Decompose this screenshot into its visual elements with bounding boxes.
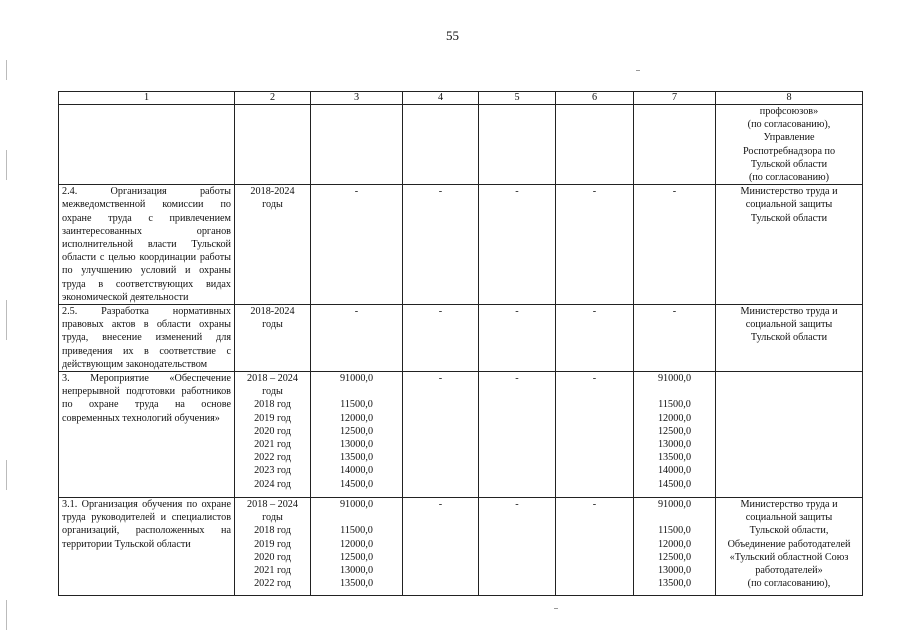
total-amount-cell bbox=[311, 185, 403, 305]
cell-line: 12000,0 bbox=[339, 412, 374, 424]
cell-line: 14500,0 bbox=[339, 478, 374, 490]
cell-line: 91000,0 bbox=[657, 499, 692, 511]
local-budget-cell bbox=[556, 105, 634, 185]
column-number: 6 bbox=[556, 92, 634, 105]
measure-name-cell bbox=[59, 185, 235, 305]
cell-line: 13500,0 bbox=[657, 578, 692, 590]
cell-line: - bbox=[515, 499, 519, 511]
margin-mark bbox=[6, 150, 7, 180]
cell-text: 2.4. Организация работы межведомственной комиссии по охране труда с привлечением заинтересованных органов исполнительной власти Тульской области с целью координации работы по улучшению условий и охраны труда в соответствующих видах экономической деятельности bbox=[62, 186, 231, 303]
table-row bbox=[59, 305, 863, 372]
executor-cell bbox=[716, 305, 863, 372]
margin-mark bbox=[6, 300, 7, 340]
cell-line: 11500,0 bbox=[340, 525, 373, 537]
cell-line: 2022 год bbox=[254, 452, 291, 464]
table-row bbox=[59, 185, 863, 305]
cell-line: 2021 год bbox=[254, 439, 291, 451]
cell-line: - bbox=[592, 499, 597, 511]
cell-line: 2018 – 2024 bbox=[247, 373, 298, 385]
page-number: 55 bbox=[446, 28, 459, 43]
cell-line: - bbox=[438, 306, 443, 318]
cell-text: Министерство труда и социальной защиты Тульской области, Объединение работодателей «Тульский областной Союз работодателей» (по согласованию), bbox=[727, 499, 851, 590]
extrabudget-cell bbox=[634, 105, 716, 185]
total-amount-cell bbox=[311, 305, 403, 372]
cell-line: 2021 год bbox=[254, 565, 291, 577]
cell-line bbox=[637, 385, 712, 398]
regional-budget-cell bbox=[479, 105, 556, 185]
measure-name-cell bbox=[59, 305, 235, 372]
cell-line: 2022 год bbox=[254, 578, 291, 590]
cell-line: 14000,0 bbox=[339, 465, 374, 477]
federal-budget-cell bbox=[403, 305, 479, 372]
scan-speck bbox=[636, 70, 640, 71]
cell-line bbox=[314, 385, 399, 398]
local-budget-cell bbox=[556, 372, 634, 498]
cell-line: годы bbox=[262, 512, 283, 524]
column-number: 7 bbox=[634, 92, 716, 105]
cell-line: 13000,0 bbox=[339, 565, 374, 577]
federal-budget-cell bbox=[403, 105, 479, 185]
margin-mark bbox=[6, 600, 7, 630]
executor-cell bbox=[716, 372, 863, 498]
executor-cell bbox=[716, 498, 863, 596]
measure-name-cell bbox=[59, 498, 235, 596]
cell-line: 91000,0 bbox=[339, 499, 374, 511]
local-budget-cell bbox=[556, 498, 634, 596]
extrabudget-cell bbox=[634, 372, 716, 498]
cell-line: - bbox=[592, 306, 597, 318]
cell-line: 14000,0 bbox=[657, 465, 692, 477]
column-number: 8 bbox=[716, 92, 863, 105]
cell-line: - bbox=[515, 186, 519, 198]
cell-line: 91000,0 bbox=[339, 373, 374, 385]
margin-mark bbox=[6, 60, 7, 80]
cell-line: 2019 год bbox=[254, 538, 291, 550]
column-number: 5 bbox=[479, 92, 556, 105]
program-table bbox=[58, 91, 863, 596]
table-row bbox=[59, 498, 863, 596]
extrabudget-cell bbox=[634, 498, 716, 596]
cell-line: годы bbox=[262, 199, 283, 211]
column-number-row bbox=[59, 92, 863, 105]
executor-cell bbox=[716, 185, 863, 305]
cell-line: - bbox=[515, 306, 519, 318]
cell-line: 13500,0 bbox=[339, 452, 374, 464]
cell-line: 2023 год bbox=[254, 465, 291, 477]
measure-name-cell bbox=[59, 105, 235, 185]
cell-line: 13500,0 bbox=[657, 452, 692, 464]
scan-speck bbox=[554, 608, 558, 609]
total-amount-cell bbox=[311, 105, 403, 185]
cell-line: 2018 год bbox=[254, 399, 291, 411]
regional-budget-cell bbox=[479, 372, 556, 498]
cell-line: 11500,0 bbox=[658, 525, 691, 537]
period-cell bbox=[235, 498, 311, 596]
cell-line: годы bbox=[262, 386, 283, 398]
period-cell bbox=[235, 305, 311, 372]
cell-line bbox=[314, 511, 399, 524]
cell-line: 12500,0 bbox=[657, 425, 692, 437]
cell-line: 13000,0 bbox=[657, 565, 692, 577]
federal-budget-cell bbox=[403, 498, 479, 596]
cell-line bbox=[637, 511, 712, 524]
column-number: 3 bbox=[311, 92, 403, 105]
measure-name-cell bbox=[59, 372, 235, 498]
column-number: 1 bbox=[59, 92, 235, 105]
executor-cell bbox=[716, 105, 863, 185]
cell-line: 13000,0 bbox=[339, 439, 374, 451]
extrabudget-cell bbox=[634, 185, 716, 305]
period-cell bbox=[235, 105, 311, 185]
cell-line: - bbox=[592, 186, 597, 198]
cell-line: - bbox=[354, 186, 359, 198]
cell-line: - bbox=[592, 373, 597, 385]
cell-line: 13000,0 bbox=[657, 439, 692, 451]
cell-line: 11500,0 bbox=[340, 399, 373, 411]
total-amount-cell bbox=[311, 372, 403, 498]
margin-mark bbox=[6, 460, 7, 490]
regional-budget-cell bbox=[479, 185, 556, 305]
cell-line: - bbox=[515, 373, 519, 385]
cell-line: 14500,0 bbox=[657, 478, 692, 490]
cell-line: 2018-2024 bbox=[250, 186, 295, 198]
total-amount-cell bbox=[311, 498, 403, 596]
cell-line: - bbox=[672, 306, 677, 318]
cell-line: 2020 год bbox=[254, 551, 291, 563]
cell-line: - bbox=[438, 499, 443, 511]
cell-line: 12500,0 bbox=[339, 551, 374, 563]
regional-budget-cell bbox=[479, 305, 556, 372]
cell-line: 12000,0 bbox=[657, 412, 692, 424]
cell-line: 2019 год bbox=[254, 412, 291, 424]
cell-text: 3. Мероприятие «Обеспечение непрерывной подготовки работников по охране труда на основе современных технологий обучения» bbox=[62, 373, 231, 424]
cell-line: - bbox=[672, 186, 677, 198]
cell-line: 12500,0 bbox=[339, 425, 374, 437]
cell-line: годы bbox=[262, 319, 283, 331]
cell-text: профсоюзов» (по согласованию), Управление Роспотребнадзора по Тульской области (по согласованию) bbox=[742, 106, 836, 184]
cell-line: - bbox=[438, 186, 443, 198]
cell-line: 2018-2024 bbox=[250, 306, 295, 318]
table-row bbox=[59, 105, 863, 185]
cell-text: Министерство труда и социальной защиты Тульской области bbox=[740, 306, 838, 344]
cell-text: 2.5. Разработка нормативных правовых актов в области охраны труда, внесение изменений для приведения их в соответствие с действующим законодательством bbox=[62, 306, 231, 370]
table-row bbox=[59, 372, 863, 498]
cell-line: 12000,0 bbox=[339, 538, 374, 550]
cell-line: 13500,0 bbox=[339, 578, 374, 590]
extrabudget-cell bbox=[634, 305, 716, 372]
local-budget-cell bbox=[556, 305, 634, 372]
period-cell bbox=[235, 372, 311, 498]
cell-line: 91000,0 bbox=[657, 373, 692, 385]
period-cell bbox=[235, 185, 311, 305]
cell-line: 11500,0 bbox=[658, 399, 691, 411]
federal-budget-cell bbox=[403, 372, 479, 498]
federal-budget-cell bbox=[403, 185, 479, 305]
cell-text: 3.1. Организация обучения по охране труда руководителей и специалистов организаций, расположенных на территории Тульской области bbox=[62, 499, 231, 550]
cell-line: 2024 год bbox=[254, 478, 291, 490]
cell-text: Министерство труда и социальной защиты Тульской области bbox=[740, 186, 838, 224]
cell-line: 12500,0 bbox=[657, 551, 692, 563]
cell-line: 12000,0 bbox=[657, 538, 692, 550]
regional-budget-cell bbox=[479, 498, 556, 596]
cell-line: - bbox=[354, 306, 359, 318]
column-number: 2 bbox=[235, 92, 311, 105]
cell-line: 2018 год bbox=[254, 525, 291, 537]
column-number: 4 bbox=[403, 92, 479, 105]
cell-line: 2018 – 2024 bbox=[247, 499, 298, 511]
cell-line: 2020 год bbox=[254, 425, 291, 437]
cell-line: - bbox=[438, 373, 443, 385]
local-budget-cell bbox=[556, 185, 634, 305]
